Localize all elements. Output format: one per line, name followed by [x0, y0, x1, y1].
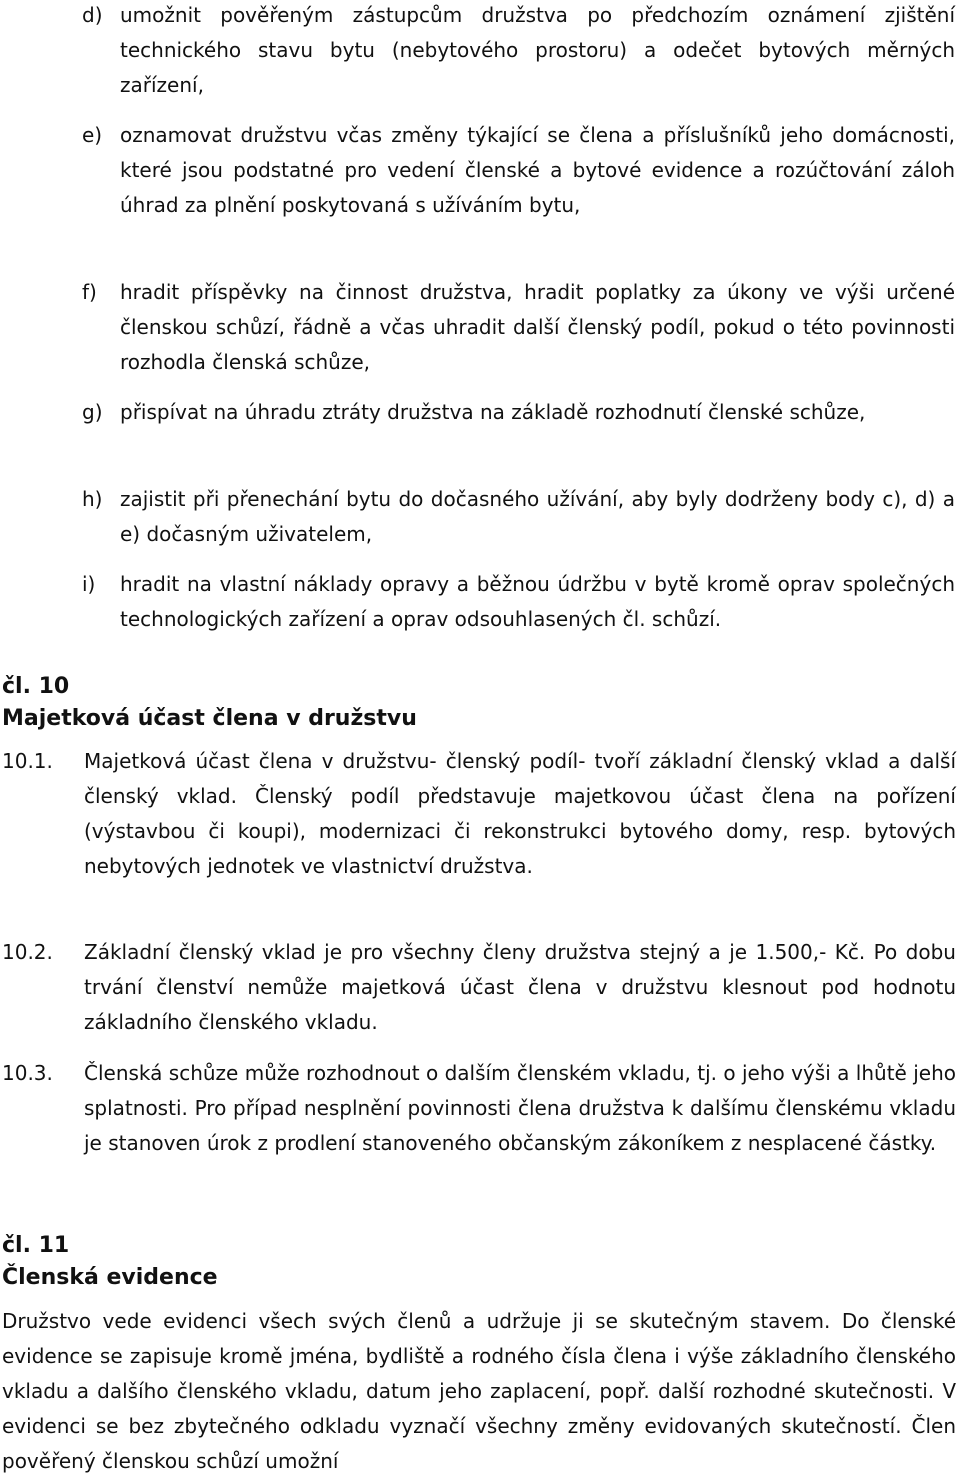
list-item-text: umožnit pověřeným zástupcům družstva po předchozím oznámení zjištění technického stavu bytu (nebytového prostoru) a odečet bytových měrných zařízení, [120, 3, 955, 97]
article-11-text: Družstvo vede evidenci všech svých členů a udržuje ji se skutečným stavem. Do členské evidence se zapisuje kromě jména, bydliště a rodného čísla člena i výše základního členského vkladu a dalšího členského vkladu, datum jeho zaplacení, popř. další rozhodné skutečnosti. V evidenci se bez zbytečného odkladu vyznačí všechny změny evidovaných skutečností. Člen pověřený členskou schůzí umožní [2, 1309, 956, 1473]
article-11-title: Členská evidence [2, 1265, 218, 1290]
list-item-text: oznamovat družstvu včas změny týkající se člena a příslušníků jeho domácnosti, které jsou podstatné pro vedení členské a bytové evidence a rozúčtování záloh úhrad za plnění poskytovaná s užíváním bytu, [120, 123, 955, 217]
paragraph-text: Členská schůze může rozhodnout o dalším členském vkladu, tj. o jeho výši a lhůtě jeho splatnosti. Pro případ nesplnění povinnosti člena družstva k dalšímu členskému vkladu je stanoven úrok z prodlení stanoveného občanským zákoníkem z nesplacené částky. [84, 1061, 956, 1155]
list-item-label: i) [82, 572, 96, 596]
list-item-label: f) [82, 280, 97, 304]
paragraph-number: 10.1. [2, 749, 53, 773]
list-item-text: hradit příspěvky na činnost družstva, hradit poplatky za úkony ve výši určené členskou schůzí, řádně a včas uhradit další členský podíl, pokud o této povinnosti rozhodla členská schůze, [120, 280, 955, 374]
article-10-title: Majetková účast člena v družstvu [2, 706, 417, 731]
paragraph-number: 10.2. [2, 940, 53, 964]
list-item-label: e) [82, 123, 103, 147]
article-11-number: čl. 11 [2, 1233, 70, 1258]
list-item-label: h) [82, 487, 103, 511]
article-10-number: čl. 10 [2, 674, 70, 699]
list-item-text: hradit na vlastní náklady opravy a běžnou údržbu v bytě kromě oprav společných technologických zařízení a oprav odsouhlasených čl. schůzí. [120, 572, 955, 631]
list-item-text: přispívat na úhradu ztráty družstva na základě rozhodnutí členské schůze, [120, 400, 866, 424]
paragraph-number: 10.3. [2, 1061, 53, 1085]
list-item-label: d) [82, 3, 103, 27]
paragraph-text: Majetková účast člena v družstvu- členský podíl- tvoří základní členský vklad a další členský vklad. Členský podíl představuje majetkovou účast člena na pořízení (výstavbou či koupi), modernizaci či rekonstrukci bytového domy, resp. bytových nebytových jednotek ve vlastnictví družstva. [84, 749, 956, 878]
list-item-text: zajistit při přenechání bytu do dočasného užívání, aby byly dodrženy body c), d) a e) dočasným uživatelem, [120, 487, 955, 546]
list-item-label: g) [82, 400, 103, 424]
paragraph-text: Základní členský vklad je pro všechny členy družstva stejný a je 1.500,- Kč. Po dobu trvání členství nemůže majetková účast člena v družstvu klesnout pod hodnotu základního členského vkladu. [84, 940, 956, 1034]
